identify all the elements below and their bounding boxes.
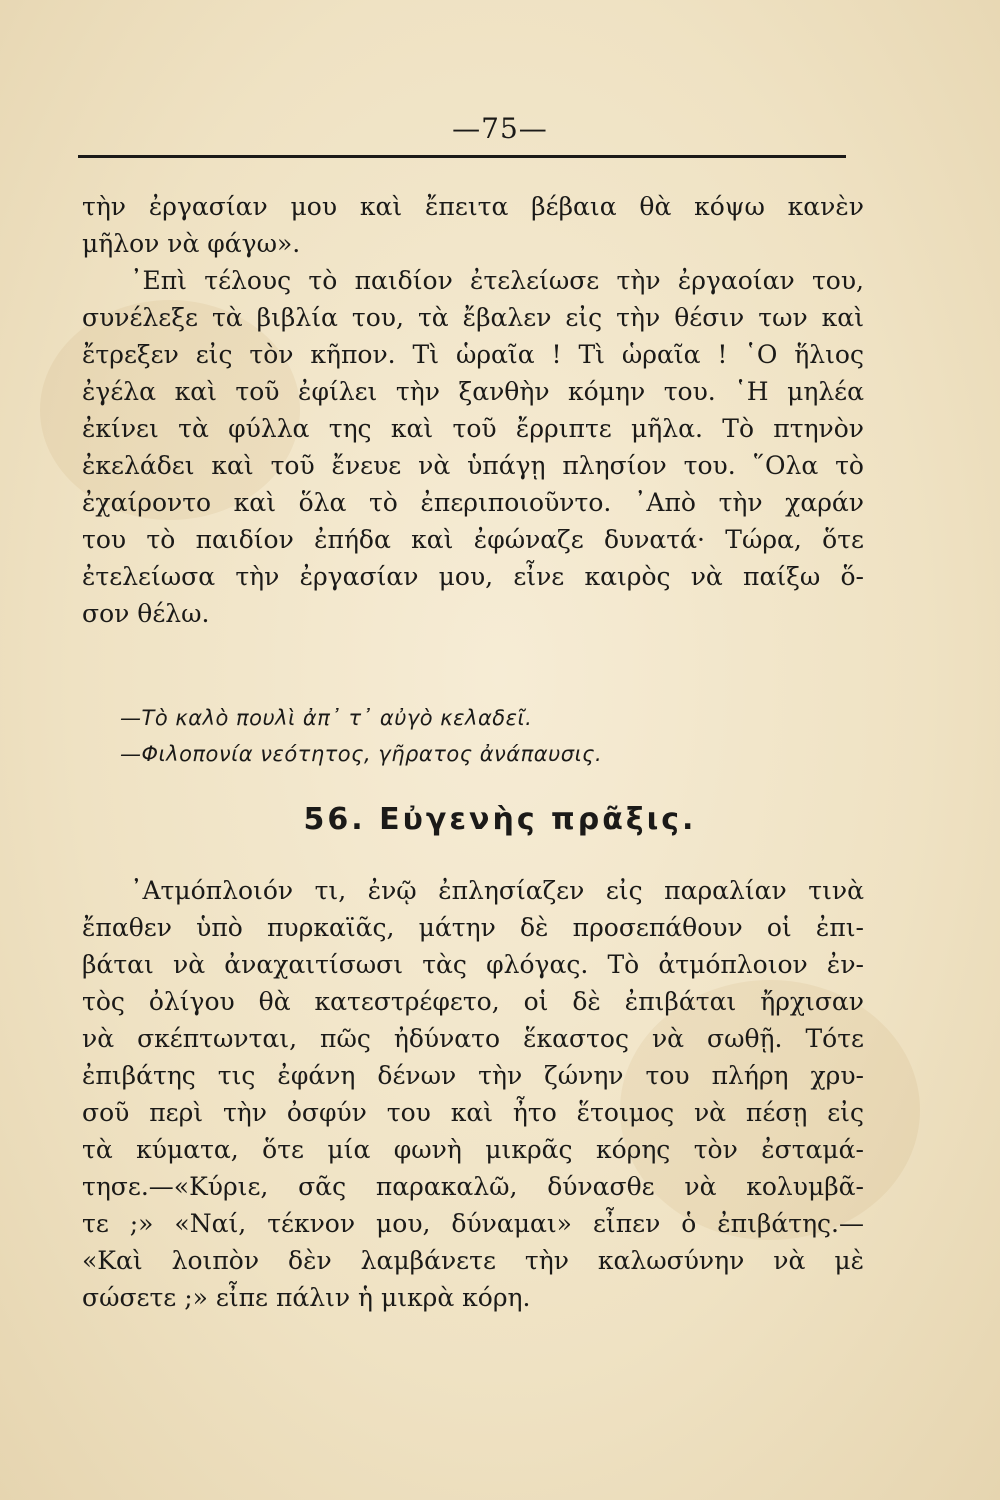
text-line: ᾿Ατμόπλοιόν τι, ἐνῷ ἐπλησίαζεν εἰς παραλίαν τινὰ [130, 876, 864, 905]
page-number: —75— [452, 112, 548, 145]
text-line: σοῦ περὶ τὴν ὀσφύν του καὶ ἦτο ἕτοιμος νὰ πέσῃ εἰς [82, 1098, 864, 1127]
text-line: σον θέλω. [82, 599, 210, 628]
text-line: νὰ σκέπτωνται, πῶς ἠδύνατο ἕκαστος νὰ σωθῇ. Τότε [82, 1024, 864, 1053]
proverb: —Τὸ καλὸ πουλὶ ἀπ᾿ τ᾿ αὐγὸ κελαδεῖ. [120, 706, 533, 730]
text-line: ἐγέλα καὶ τοῦ ἐφίλει τὴν ξανθὴν κόμην του. ῾Η μηλέα [82, 377, 864, 406]
text-line: ἔπαθεν ὑπὸ πυρκαϊᾶς, μάτην δὲ προσεπάθουν οἱ ἐπι- [82, 913, 864, 942]
text-line: ἐπιβάτης τις ἐφάνη δένων τὴν ζώνην του πλήρη χρυ- [82, 1061, 864, 1090]
text-line: τὴν ἐργασίαν μου καὶ ἔπειτα βέβαια θὰ κόψω κανὲν [82, 192, 864, 221]
section2-text [82, 872, 864, 1316]
text-line: τὰ κύματα, ὅτε μία φωνὴ μικρᾶς κόρης τὸν ἐσταμά- [82, 1135, 864, 1164]
text-line: «Καὶ λοιπὸν δὲν λαμβάνετε τὴν καλωσύνην νὰ μὲ [82, 1246, 864, 1275]
text-line: σώσετε ;» εἶπε πάλιν ἡ μικρὰ κόρη. [82, 1283, 531, 1312]
text-line: συνέλεξε τὰ βιβλία του, τὰ ἔβαλεν εἰς τὴν θέσιν των καὶ [82, 303, 864, 332]
text-line: τε ;» «Ναί, τέκνον μου, δύναμαι» εἶπεν ὁ ἐπιβάτης.— [82, 1209, 864, 1238]
text-line: τησε.—«Κύριε, σᾶς παρακαλῶ, δύνασθε νὰ κολυμβᾶ- [82, 1172, 864, 1201]
text-line: του τὸ παιδίον ἐπήδα καὶ ἐφώναζε δυνατά· Τώρα, ὅτε [82, 525, 864, 554]
text-line: ἐχαίροντο καὶ ὅλα τὸ ἐπεριποιοῦντο. ᾿Απὸ τὴν χαράν [82, 488, 864, 517]
text-line: ἐτελείωσα τὴν ἐργασίαν μου, εἶνε καιρὸς νὰ παίξω ὅ- [82, 562, 864, 591]
text-line: ἔτρεξεν εἰς τὸν κῆπον. Τὶ ὡραῖα ! Τὶ ὡραῖα ! ῾Ο ἥλιος [82, 340, 864, 369]
section-title: 56. Εὐγενὴς πρᾶξις. [303, 802, 697, 837]
text-line: ᾿Επὶ τέλους τὸ παιδίον ἐτελείωσε τὴν ἐργαοίαν του, [130, 266, 864, 295]
text-line: τὸς ὀλίγου θὰ κατεστρέφετο, οἱ δὲ ἐπιβάται ἤρχισαν [82, 987, 864, 1016]
text-line: ἐκελάδει καὶ τοῦ ἔνευε νὰ ὑπάγῃ πλησίον του. ῞Ολα τὸ [82, 451, 864, 480]
section1-text [82, 188, 864, 632]
text-line: βάται νὰ ἀναχαιτίσωσι τὰς φλόγας. Τὸ ἀτμόπλοιον ἐν- [82, 950, 864, 979]
text-line: ἐκίνει τὰ φύλλα της καὶ τοῦ ἔρριπτε μῆλα. Τὸ πτηνὸν [82, 414, 864, 443]
proverb: —Φιλοπονία νεότητος, γῆρατος ἀνάπαυσις. [120, 742, 603, 766]
text-line: μῆλον νὰ φάγω». [82, 229, 301, 258]
header-rule [78, 155, 846, 158]
